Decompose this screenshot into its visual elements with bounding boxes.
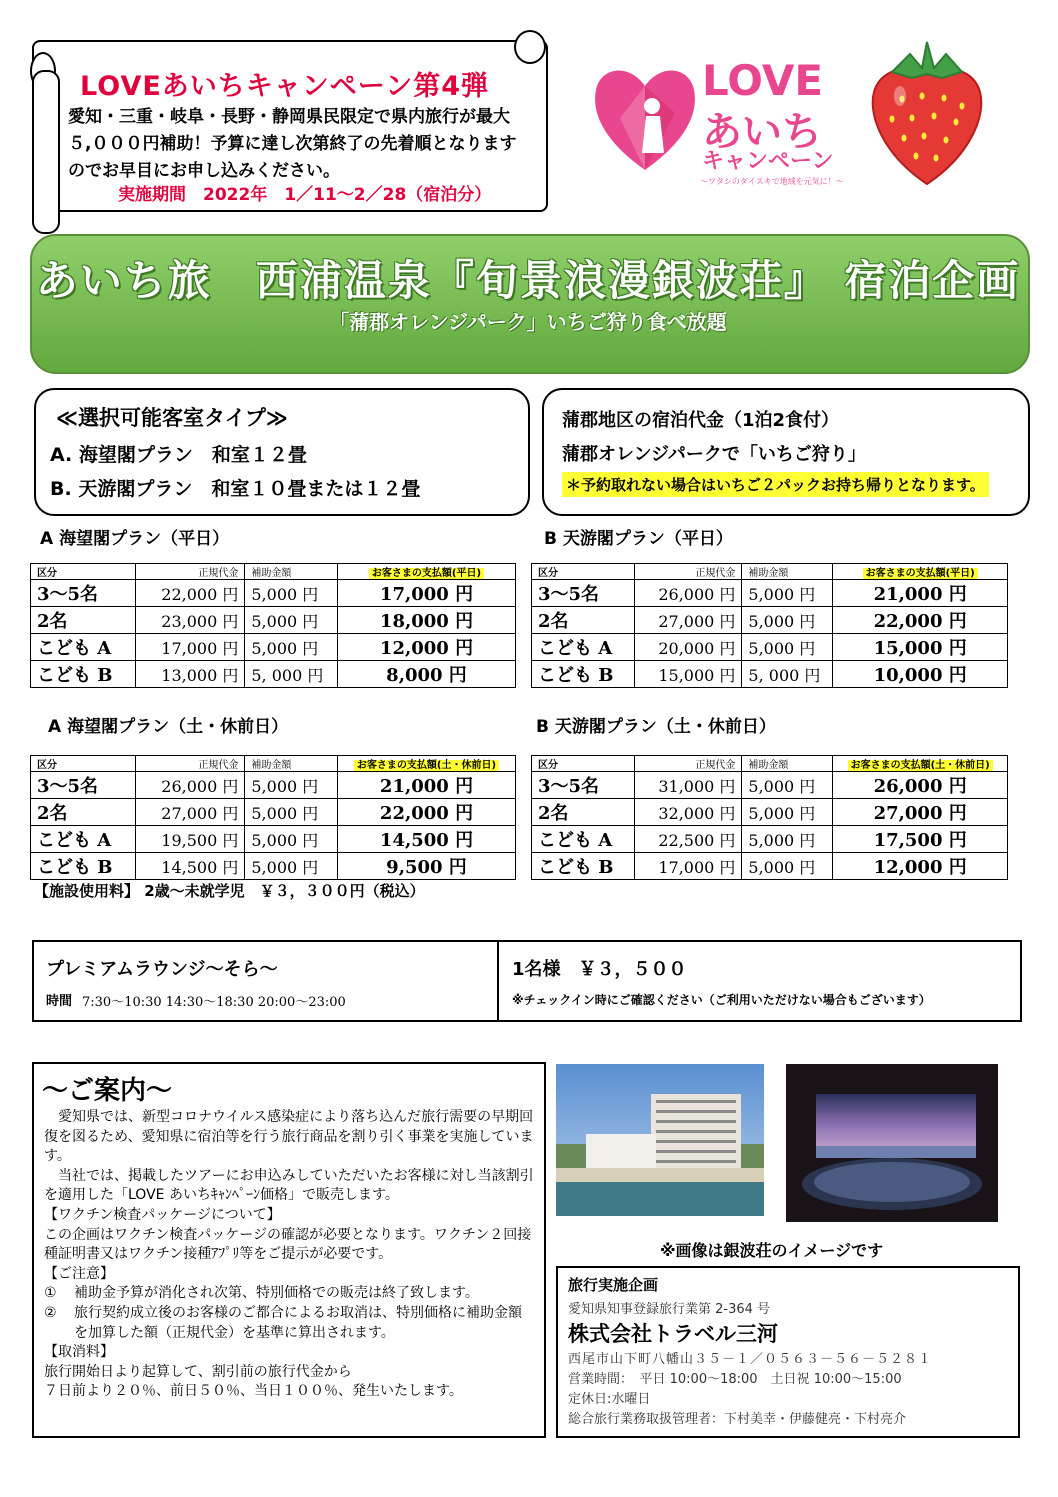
vaccine-heading: 【ワクチン検査パッケージについて】: [44, 1206, 281, 1223]
price-table-a-weekday: [30, 563, 516, 688]
table-cell: 5, 000 円: [742, 661, 833, 688]
table-cell: こども A: [31, 826, 136, 853]
table-cell: 20,000 円: [635, 634, 742, 661]
package-info-line2: 蒲郡オレンジパークで「いちご狩り」: [562, 444, 866, 465]
table-cell: 3～5名: [31, 580, 136, 607]
table-cell: 12,000 円: [338, 634, 516, 661]
table-header-cell: [338, 756, 516, 772]
header-label: 正規代金: [198, 568, 239, 579]
table-cell: 13,000 円: [136, 661, 245, 688]
campaign-period: 実施期間 2022年 1／11～2／28（宿泊分）: [118, 185, 492, 205]
table-cell: 22,000 円: [833, 607, 1008, 634]
lounge-note: ※チェックイン時にご確認ください（ご利用いただけない場合もございます）: [512, 993, 931, 1007]
table-cell: 10,000 円: [833, 661, 1008, 688]
table-title: A 海望閣プラン（平日）: [40, 529, 230, 549]
table-cell: こども B: [31, 661, 136, 688]
lounge-price: 1名様 ￥３，５００: [512, 959, 687, 980]
banner-subtitle: 「蒲郡オレンジパーク」いちご狩り食べ放題: [329, 310, 727, 334]
table-cell: こども B: [532, 661, 635, 688]
table-row: [31, 607, 516, 634]
table-cell: 5,000 円: [742, 607, 833, 634]
caution-item: [44, 1304, 534, 1343]
table-header-cell: [532, 564, 635, 580]
table-cell: 5,000 円: [742, 826, 833, 853]
table-title: B 天游閣プラン（平日）: [544, 529, 733, 549]
table-row: [31, 580, 516, 607]
table-row: [31, 661, 516, 688]
guide-paragraph: 愛知県では、新型コロナウイルス感染症により落ち込んだ旅行需要の早期回復を図るため、愛知県に宿泊等を行う旅行商品を割り引く事業を実施しています。: [44, 1109, 534, 1165]
table-header-cell: [742, 756, 833, 772]
table-cell: 15,000 円: [833, 634, 1008, 661]
guide-title: ～ご案内～: [42, 1076, 173, 1106]
logo-aichi-text: あいち: [702, 109, 822, 155]
price-table-a-holiday: [30, 755, 516, 880]
table-cell: 22,500 円: [635, 826, 742, 853]
vaccine-body: この企画はワクチン検査パッケージの確認が必要となります。ワクチン２回接種証明書又はワクチン接種ｱﾌﾟﾘ等をご提示が必要です。: [44, 1226, 532, 1263]
photo-caption: ※画像は銀波荘のイメージです: [660, 1241, 884, 1260]
header-label: 正規代金: [695, 568, 736, 579]
table-row: [532, 799, 1008, 826]
table-header-cell: [635, 756, 742, 772]
table-cell: 5, 000 円: [245, 661, 338, 688]
table-title: B 天游閣プラン（土・休前日）: [536, 717, 776, 737]
facility-fee: 【施設使用料】 2歳～未就学児 ￥３，３００円（税込）: [34, 882, 425, 900]
table-cell: 12,000 円: [833, 853, 1008, 880]
table-cell: こども A: [532, 826, 635, 853]
table-cell: 2名: [532, 799, 635, 826]
table-cell: こども A: [532, 634, 635, 661]
table-cell: 14,500 円: [338, 826, 516, 853]
table-cell: 17,500 円: [833, 826, 1008, 853]
caution-heading: 【ご注意】: [44, 1265, 114, 1282]
table-row: [31, 772, 516, 799]
table-cell: 5,000 円: [742, 580, 833, 607]
logo-campaign-text: キャンペーン: [702, 149, 834, 174]
scroll-curl-right: [514, 30, 546, 64]
cancel-heading: 【取消料】: [44, 1344, 114, 1361]
logo-tagline: 〜ワタシのダイスキで地域を元気に！〜: [700, 177, 844, 186]
company-hours: 営業時間： 平日 10:00～18:00 土日祝 10:00～15:00: [568, 1372, 902, 1387]
header-label: 区分: [37, 760, 57, 771]
table-cell: 32,000 円: [635, 799, 742, 826]
header-label: お客さまの支払額(土・休前日): [848, 760, 993, 771]
table-cell: 22,000 円: [136, 580, 245, 607]
table-cell: 8,000 円: [338, 661, 516, 688]
table-row: [31, 853, 516, 880]
table-cell: 27,000 円: [635, 607, 742, 634]
table-row: [532, 661, 1008, 688]
table-cell: 9,500 円: [338, 853, 516, 880]
room-type-a: A. 海望閣プラン 和室１２畳: [50, 444, 307, 466]
table-header-row: [31, 564, 516, 580]
lounge-divider: [497, 940, 499, 1020]
lounge-hours-label: 時間: [46, 994, 73, 1009]
table-cell: 5,000 円: [742, 799, 833, 826]
table-row: [31, 799, 516, 826]
guide-body: [44, 1108, 534, 1402]
header-label: 正規代金: [695, 760, 736, 771]
table-row: [532, 826, 1008, 853]
package-info-line1: 蒲郡地区の宿泊代金（1泊2食付）: [562, 410, 840, 431]
company-label: 旅行実施企画: [568, 1276, 659, 1294]
room-types-title: ≪選択可能客室タイプ≫: [56, 406, 288, 430]
company-closed-day: 定休日:水曜日: [568, 1392, 651, 1407]
header-label: 区分: [538, 568, 558, 579]
table-header-cell: [742, 564, 833, 580]
table-cell: 5,000 円: [742, 634, 833, 661]
header-label: 区分: [37, 568, 57, 579]
header-label: お客さまの支払額(土・休前日): [354, 760, 499, 771]
table-cell: こども B: [31, 853, 136, 880]
package-info-note: ＊予約取れない場合はいちご２パックお持ち帰りとなります。: [562, 472, 989, 497]
table-cell: 15,000 円: [635, 661, 742, 688]
table-cell: こども A: [31, 634, 136, 661]
caution-text: 補助金予算が消化され次第、特別価格での販売は終了致します。: [74, 1285, 479, 1302]
hotel-exterior-photo: [556, 1064, 764, 1216]
table-cell: 2名: [31, 799, 136, 826]
table-header-row: [31, 756, 516, 772]
table-row: [31, 634, 516, 661]
table-cell: 5,000 円: [742, 772, 833, 799]
table-header-cell: [31, 756, 136, 772]
header-label: お客さまの支払額(平日): [863, 568, 978, 579]
table-cell: 26,000 円: [635, 580, 742, 607]
cancel-line: 旅行開始日より起算して、割引前の旅行代金から: [44, 1363, 352, 1380]
table-header-cell: [635, 564, 742, 580]
header-label: 補助金額: [748, 760, 789, 771]
table-row: [532, 772, 1008, 799]
table-cell: 5,000 円: [245, 826, 338, 853]
table-header-row: [532, 564, 1008, 580]
table-cell: 5,000 円: [742, 853, 833, 880]
table-cell: 31,000 円: [635, 772, 742, 799]
table-cell: 18,000 円: [338, 607, 516, 634]
campaign-title: LOVEあいちキャンペーン第4弾: [80, 71, 490, 102]
caution-text: 旅行契約成立後のお客様のご都合によるお取消は、特別価格に補助金額を加算した額（正規代金）を基準に算出されます。: [74, 1304, 522, 1341]
table-cell: 26,000 円: [136, 772, 245, 799]
table-header-cell: [338, 564, 516, 580]
table-header-cell: [136, 564, 245, 580]
banner-title: あいち旅 西浦温泉『旬景浪漫銀波荘』 宿泊企画: [35, 256, 1021, 305]
table-cell: 14,500 円: [136, 853, 245, 880]
table-cell: 5,000 円: [245, 580, 338, 607]
table-row: [532, 580, 1008, 607]
table-header-cell: [245, 756, 338, 772]
strawberry-icon: [862, 34, 992, 194]
table-cell: 26,000 円: [833, 772, 1008, 799]
table-header-cell: [136, 756, 245, 772]
table-cell: 17,000 円: [338, 580, 516, 607]
table-cell: 27,000 円: [136, 799, 245, 826]
caution-item: [44, 1284, 534, 1304]
table-header-row: [532, 756, 1008, 772]
header-label: お客さまの支払額(平日): [369, 568, 484, 579]
price-table-b-weekday: [531, 563, 1008, 688]
table-row: [532, 853, 1008, 880]
cancel-line: ７日前より２０％、前日５０％、当日１００％、発生いたします。: [44, 1383, 463, 1400]
table-cell: 3～5名: [31, 772, 136, 799]
table-cell: こども B: [532, 853, 635, 880]
lounge-hours: 7:30～10:30 14:30～18:30 20:00～23:00: [82, 995, 346, 1010]
table-header-cell: [833, 756, 1008, 772]
lounge-name: プレミアムラウンジ～そら～: [46, 959, 278, 980]
guide-paragraph: 当社では、掲載したツアーにお申込みしていただいたお客様に対し当該割引を適用した「LOVE あいちｷｬﾝﾍﾟｰﾝ価格」で販売します。: [44, 1167, 534, 1204]
onsen-bath-photo: [786, 1064, 998, 1222]
header-label: 補助金額: [251, 760, 292, 771]
table-cell: 5,000 円: [245, 772, 338, 799]
table-cell: 5,000 円: [245, 634, 338, 661]
table-cell: 17,000 円: [136, 634, 245, 661]
caution-number: ①: [44, 1285, 57, 1302]
love-aichi-heart-logo-icon: [590, 58, 700, 178]
table-row: [532, 607, 1008, 634]
campaign-body: 愛知・三重・岐阜・長野・静岡県民限定で県内旅行が最大５,０００円補助！予算に達し次第終了の先着順となりますのでお早目にお申し込みください。: [68, 107, 517, 181]
table-cell: 23,000 円: [136, 607, 245, 634]
table-title: A 海望閣プラン（土・休前日）: [48, 717, 289, 737]
table-header-cell: [833, 564, 1008, 580]
table-cell: 2名: [31, 607, 136, 634]
table-header-cell: [31, 564, 136, 580]
table-cell: 2名: [532, 607, 635, 634]
company-address: 西尾市山下町八幡山３５－１／０５６３－５６－５２８１: [568, 1352, 933, 1367]
header-label: 補助金額: [748, 568, 789, 579]
table-cell: 19,500 円: [136, 826, 245, 853]
price-table-b-holiday: [531, 755, 1008, 880]
table-cell: 3～5名: [532, 580, 635, 607]
room-type-b: B. 天游閣プラン 和室１０畳または１２畳: [50, 478, 421, 500]
header-label: 正規代金: [198, 760, 239, 771]
company-name: 株式会社トラベル三河: [568, 1322, 778, 1346]
table-cell: 21,000 円: [833, 580, 1008, 607]
table-row: [31, 826, 516, 853]
caution-number: ②: [44, 1304, 57, 1321]
table-cell: 5,000 円: [245, 799, 338, 826]
table-cell: 22,000 円: [338, 799, 516, 826]
table-cell: 21,000 円: [338, 772, 516, 799]
header-label: 区分: [538, 760, 558, 771]
table-cell: 3～5名: [532, 772, 635, 799]
logo-love-text: LOVE: [702, 56, 824, 105]
scroll-roll-left: [32, 70, 60, 234]
header-label: 補助金額: [251, 568, 292, 579]
company-registration: 愛知県知事登録旅行業第 2-364 号: [568, 1302, 771, 1317]
table-row: [532, 634, 1008, 661]
table-header-cell: [245, 564, 338, 580]
company-manager: 総合旅行業務取扱管理者：下村美幸・伊藤健亮・下村亮介: [568, 1412, 907, 1427]
table-cell: 27,000 円: [833, 799, 1008, 826]
table-cell: 17,000 円: [635, 853, 742, 880]
table-header-cell: [532, 756, 635, 772]
table-cell: 5,000 円: [245, 607, 338, 634]
table-cell: 5,000 円: [245, 853, 338, 880]
